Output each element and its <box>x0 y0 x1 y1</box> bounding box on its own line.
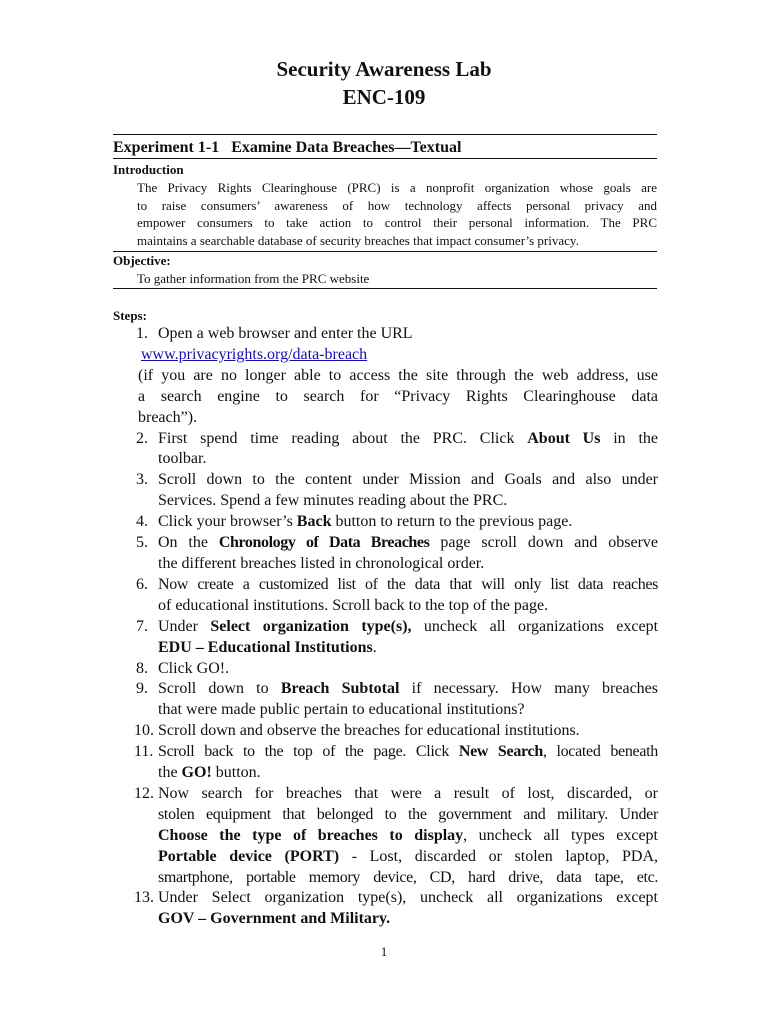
objective-text: To gather information from the PRC website <box>137 271 370 286</box>
intro-line: to raise consumers’ awareness of how technology affects personal privacy and <box>137 197 657 213</box>
step-1-url-line <box>113 345 658 366</box>
introduction-heading: Introduction <box>113 162 184 177</box>
divider-introduction <box>113 251 657 252</box>
step-2: 2. First spend time reading about the PRC. Click About Us in the toolbar. <box>136 429 658 468</box>
document-title: Security Awareness Lab <box>276 57 492 81</box>
step-3: 3. Scroll down to the content under Mission and Goals and also under Services. Spend a few minutes reading about the PRC. <box>136 471 658 510</box>
step-4: 4. Click your browser’s Back button to return to the previous page. <box>136 513 573 531</box>
step-13: 13. Under Select organization type(s), uncheck all organizations except GOV – Government and Military. <box>134 889 658 928</box>
step-9: 9. Scroll down to Breach Subtotal if necessary. How many breaches that were made public pertain to educational institutions? <box>136 680 659 719</box>
intro-line: The Privacy Rights Clearinghouse (PRC) is a nonprofit organization whose goals are <box>137 180 657 195</box>
step-11: 11. Scroll back to the top of the page. Click New Search, located beneath the GO! button. <box>134 743 658 782</box>
step-1-note: (if you are no longer able to access the site through the web address, use a search engine to search for “Privacy Rights Clearinghouse data breach”). <box>138 366 658 426</box>
step-8: 8. Click GO!. <box>136 659 230 677</box>
objective-heading: Objective: <box>113 253 171 268</box>
step-10: 10. Scroll down and observe the breaches for educational institutions. <box>134 722 580 740</box>
intro-line: empower consumers to take action to control their personal information. The PRC <box>137 215 657 230</box>
intro-line: maintains a searchable database of security breaches that impact consumer’s privacy. <box>137 232 579 248</box>
step-7: 7. Under Select organization type(s), uncheck all organizations except EDU – Educational Institutions. <box>136 617 659 656</box>
introduction-text <box>137 179 657 249</box>
experiment-title: Experiment 1-1 Examine Data Breaches—Textual <box>113 139 462 156</box>
steps-list <box>113 324 658 930</box>
step-6: 6. Now create a customized list of the data that will only list data reaches of educational institutions. Scroll back to the top of the page. <box>136 575 658 614</box>
divider-experiment <box>113 158 657 159</box>
divider-objective <box>113 288 657 289</box>
divider-top <box>113 134 657 135</box>
page-number: 1 <box>380 944 388 959</box>
step-12: 12. Now search for breaches that were a result of lost, discarded, or stolen equipment that belonged to the government and military. Under Choose the type of breaches to display, uncheck all types except Portable device (PORT) - Lost, discarded or stolen laptop, PDA, smartphone, portable memory device, CD, hard drive, data tape, etc. <box>134 784 659 886</box>
prc-url-link[interactable]: www.privacyrights.org/data-breach <box>141 345 368 363</box>
course-code: ENC-109 <box>342 85 426 109</box>
step-5: 5. On the Chronology of Data Breaches page scroll down and observe the different breaches listed in chronological order. <box>136 534 658 572</box>
steps-heading: Steps: <box>113 308 147 323</box>
step-1: 1. Open a web browser and enter the URL <box>136 325 413 342</box>
